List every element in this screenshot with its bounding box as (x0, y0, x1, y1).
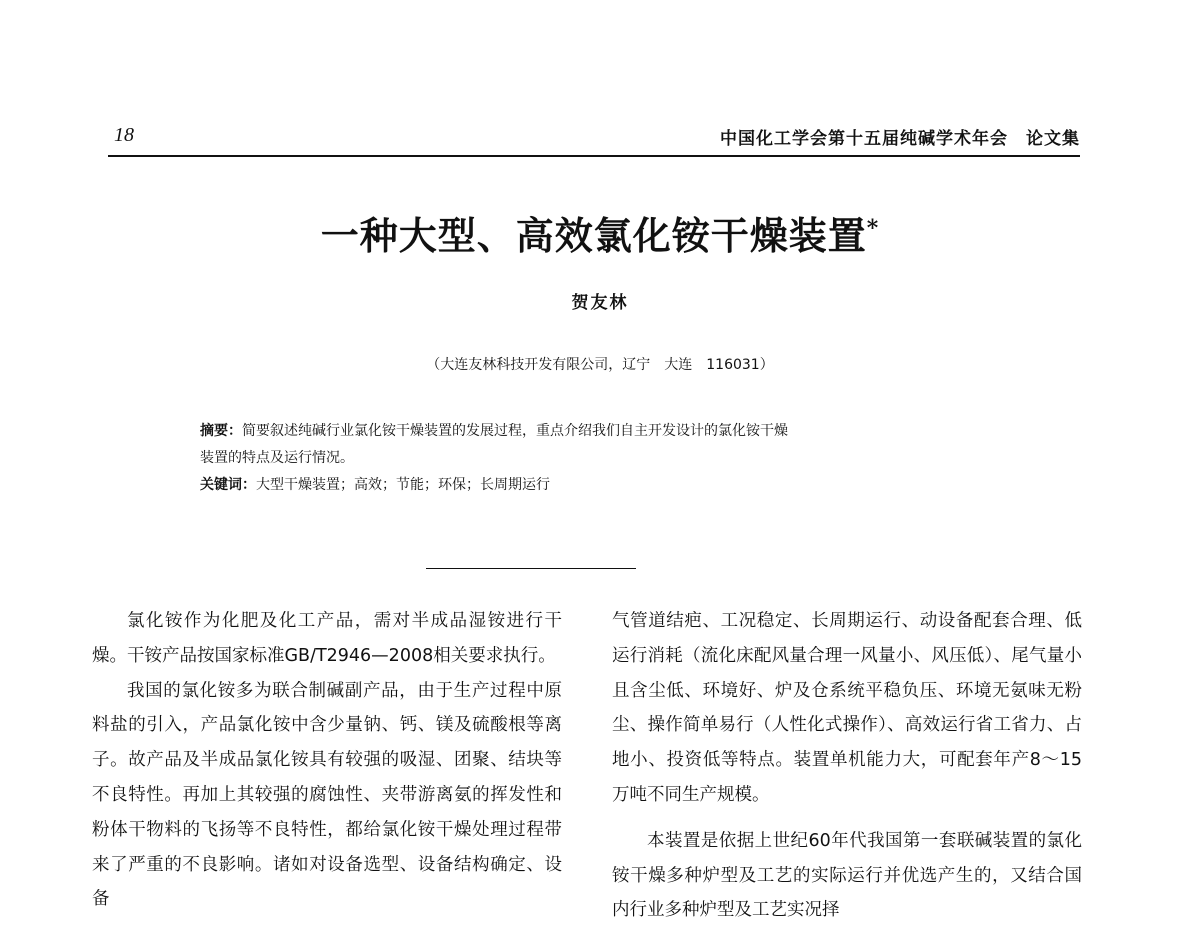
author-affiliation: （大连友林科技开发有限公司，辽宁 大连 116031） (426, 357, 774, 373)
abstract-label: 摘要： (200, 423, 242, 439)
section-separator (426, 568, 636, 569)
page-number: 18 (114, 124, 134, 146)
abstract-line-1 (200, 418, 1000, 445)
body-paragraph: 气管道结疤、工况稳定、长周期运行、动设备配套合理、低运行消耗（流化床配风量合理一风量小、风压低）、尾气量小且含尘低、环境好、炉及仓系统平稳负压、环境无氨味无粉尘、操作简单易行（人性化式操作）、高效运行省工省力、占地小、投资低等特点。装置单机能力大，可配套年产8～15万吨不同生产规模。 (612, 611, 1082, 805)
paper-title-text: 一种大型、高效氯化铵干燥装置 (320, 213, 867, 258)
header-rule (108, 155, 1080, 157)
abstract-block (200, 418, 1000, 499)
abstract-text-1: 简要叙述纯碱行业氯化铵干燥装置的发展过程，重点介绍我们自主开发设计的氯化铵干燥 (242, 423, 788, 439)
body-column-right (612, 604, 1082, 928)
author-name: 贺友林 (571, 293, 629, 313)
abstract-line-2 (200, 445, 1000, 472)
keywords-text: 大型干燥装置；高效；节能；环保；长周期运行 (256, 477, 550, 493)
body-paragraph: 我国的氯化铵多为联合制碱副产品，由于生产过程中原料盐的引入，产品氯化铵中含少量钠、钙、镁及硫酸根等离子。故产品及半成品氯化铵具有较强的吸湿、团聚、结块等不良特性。再加上其较强的腐蚀性、夹带游离氨的挥发性和粉体干物料的飞扬等不良特性，都给氯化铵干燥处理过程带来了严重的不良影响。诸如对设备选型、设备结构确定、设备 (92, 680, 562, 910)
journal-name: 中国化工学会第十五届纯碱学术年会 论文集 (720, 129, 1080, 149)
keywords-label: 关键词： (200, 477, 256, 493)
running-header (108, 122, 1080, 152)
body-column-left (92, 604, 562, 917)
body-paragraph: 氯化铵作为化肥及化工产品，需对半成品湿铵进行干燥。干铵产品按国家标准GB/T2946—2008相关要求执行。 (92, 611, 562, 666)
keywords-line (200, 472, 1000, 499)
title-footnote-mark: * (866, 215, 880, 242)
paper-title (0, 205, 1200, 260)
body-paragraph: 本装置是依据上世纪60年代我国第一套联碱装置的氯化铵干燥多种炉型及工艺的实际运行并优选产生的，又结合国内行业多种炉型及工艺实况择 (612, 830, 1082, 921)
abstract-text-2: 装置的特点及运行情况。 (200, 450, 354, 466)
